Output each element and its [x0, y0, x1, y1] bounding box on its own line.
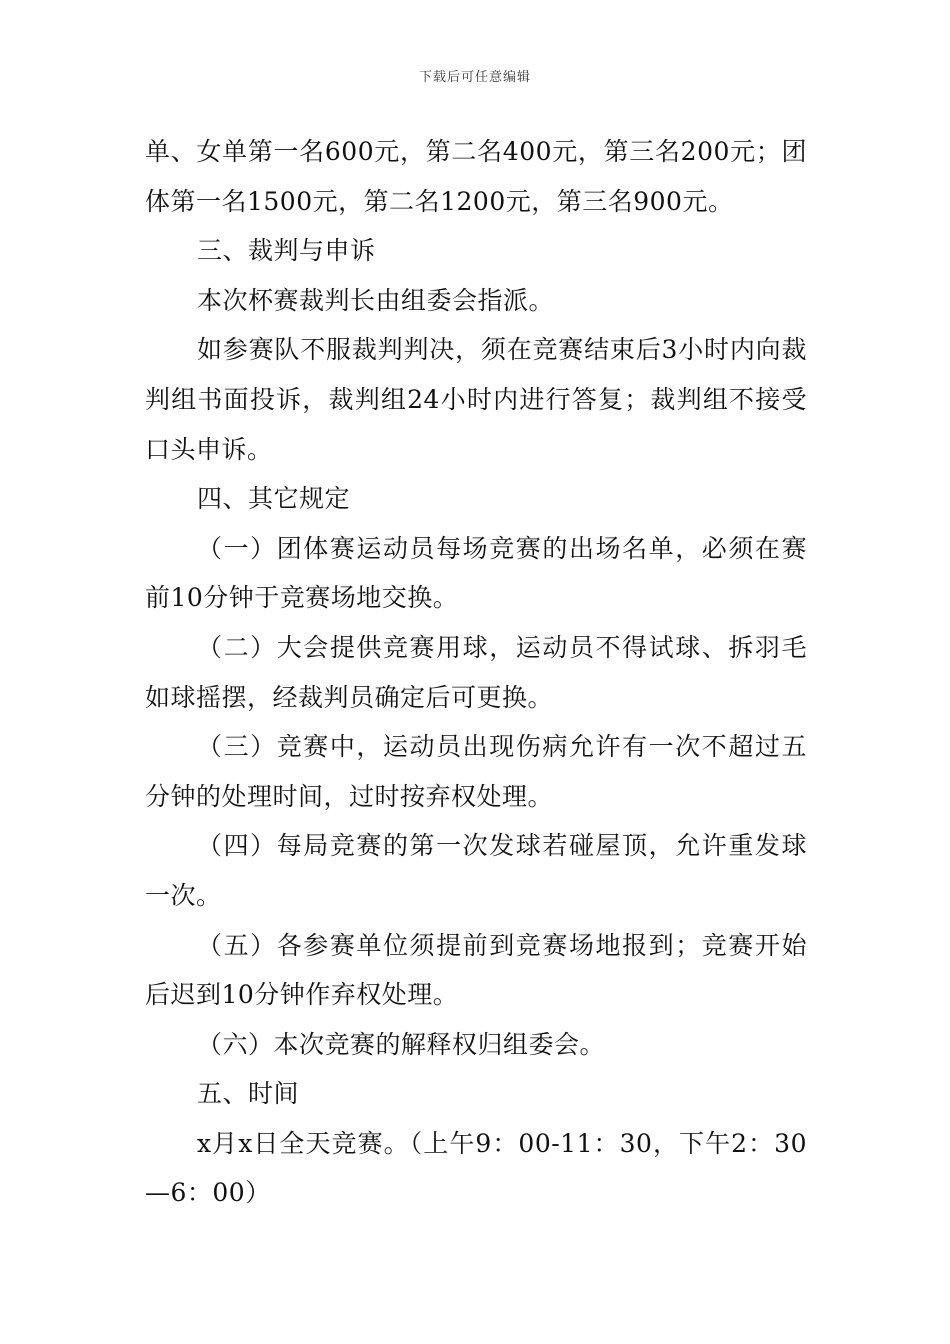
rule-item-6: （六）本次竞赛的解释权归组委会。: [197, 1029, 606, 1059]
section-heading-other-rules: 四、其它规定: [197, 484, 351, 514]
paragraph-schedule: x月x日全天竞赛。（上午9：00-11：30，下午2：30—6：00）: [145, 1128, 807, 1208]
rule-item-4: （四）每局竞赛的第一次发球若碰屋顶，允许重发球一次。: [145, 831, 807, 910]
page-header-note: 下载后可任意编辑: [418, 70, 531, 85]
rule-item-3: （三）竞赛中，运动员出现伤病允许有一次不超过五分钟的处理时间，过时按弃权处理。: [145, 732, 807, 811]
section-heading-time: 五、时间: [197, 1079, 300, 1109]
section-heading-referee-appeal: 三、裁判与申诉: [197, 236, 376, 266]
document-body: [145, 127, 807, 1218]
rule-item-5: （五）各参赛单位须提前到竞赛场地报到；竞赛开始后迟到10分钟作弃权处理。: [145, 930, 807, 1010]
rule-item-2: （二）大会提供竞赛用球，运动员不得试球、拆羽毛如球摇摆，经裁判员确定后可更换。: [145, 632, 807, 712]
paragraph-appeal-procedure: 如参赛队不服裁判判决，须在竞赛结束后3小时内向裁判组书面投诉，裁判组24小时内进行答复；裁判组不接受口头申诉。: [145, 335, 807, 464]
paragraph-chief-referee: 本次杯赛裁判长由组委会指派。: [197, 285, 555, 315]
paragraph-prizes-continued: 单、女单第一名600元，第二名400元，第三名200元；团体第一名1500元，第二名1200元，第三名900元。: [145, 137, 807, 216]
rule-item-1: （一）团体赛运动员每场竞赛的出场名单，必须在赛前10分钟于竞赛场地交换。: [145, 533, 807, 613]
